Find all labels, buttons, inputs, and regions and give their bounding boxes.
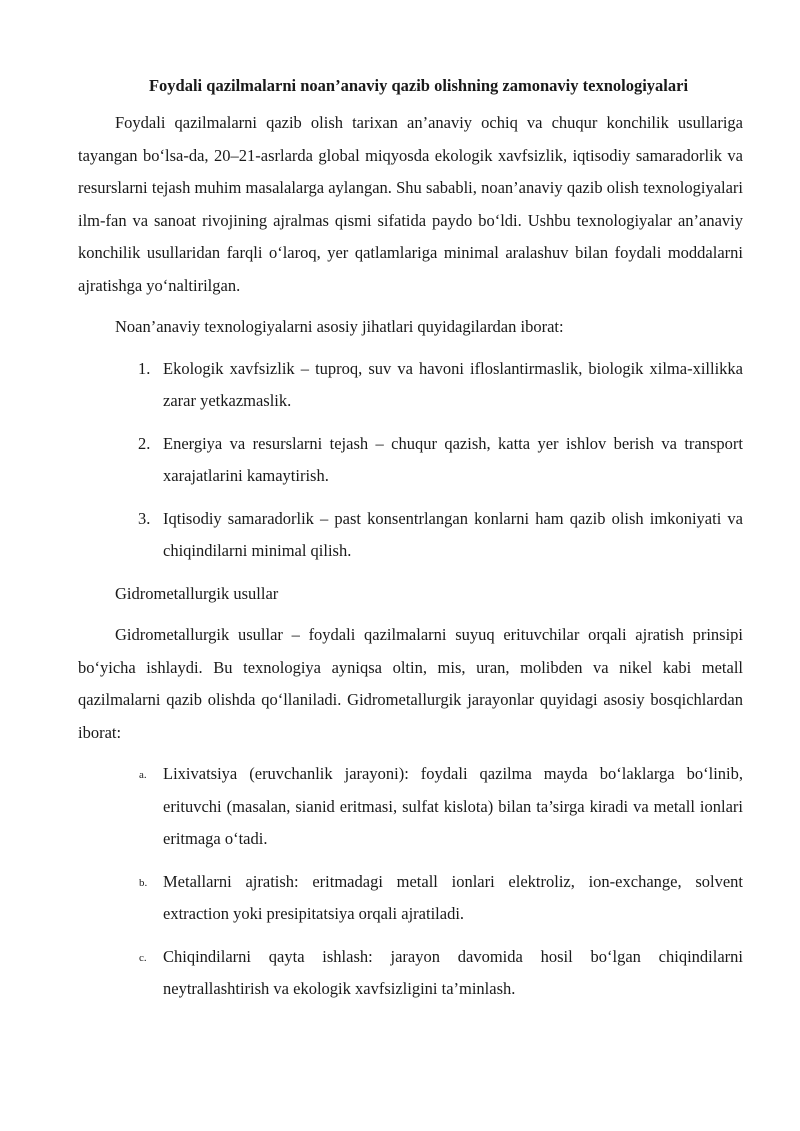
list-item-text: Ekologik xavfsizlik – tuproq, suv va havoni ifloslantirmaslik, biologik xilma-xillikka zarar yetkazmaslik. xyxy=(163,358,743,410)
document-page xyxy=(78,73,743,1016)
list-item xyxy=(78,503,743,568)
list-item xyxy=(78,866,743,931)
list-marker: 2. xyxy=(138,433,151,453)
list-item xyxy=(78,758,743,856)
list-marker: b. xyxy=(139,876,148,889)
list-item-text: Energiya va resurslarni tejash – chuqur qazish, katta yer ishlov berish va transport xarajatlarini kamaytirish. xyxy=(163,433,743,485)
list-item-text: Chiqindilarni qayta ishlash: jarayon davomida hosil bo‘lgan chiqindilarni neytrallashtirish va ekologik xavfsizligini ta’minlash. xyxy=(163,946,743,998)
list-item xyxy=(78,428,743,493)
list-item xyxy=(78,353,743,418)
list-marker: 1. xyxy=(138,358,151,378)
list-item-text: Metallarni ajratish: eritmadagi metall ionlari elektroliz, ion-exchange, solvent extraction yoki presipitatsiya orqali ajratiladi. xyxy=(163,871,743,923)
list-marker: 3. xyxy=(138,508,151,528)
section-paragraph: Gidrometallurgik usullar – foydali qazilmalarni suyuq erituvchilar orqali ajratish prinsipi bo‘yicha ishlaydi. Bu texnologiya ayniqsa oltin, mis, uran, molibden va nikel kabi metall qazilmalarni qazib olishda qo‘llaniladi. Gidrometallurgik jarayonlar quyidagi asosiy bosqichlardan iborat: xyxy=(78,625,743,742)
list-marker: a. xyxy=(139,769,147,781)
list-marker: c. xyxy=(139,951,147,964)
list-item-text: Lixivatsiya (eruvchanlik jarayoni): foydali qazilma mayda bo‘laklarga bo‘linib, erituvchi (masalan, sianid eritmasi, sulfat kislota) bilan ta’sirga kiradi va metall ionlari eritmaga o‘tadi. xyxy=(163,764,743,848)
list-item-text: Iqtisodiy samaradorlik – past konsentrlangan konlarni ham qazib olish imkoniyati va chiqindilarni minimal qilish. xyxy=(163,508,743,560)
list-item xyxy=(78,941,743,1006)
section-heading: Gidrometallurgik usullar xyxy=(115,583,279,603)
document-title: Foydali qazilmalarni noan’anaviy qazib olishning zamonaviy texnologiyalari xyxy=(148,76,689,95)
steps-list xyxy=(78,758,743,1006)
aspects-list xyxy=(78,353,743,568)
intro-paragraph: Foydali qazilmalarni qazib olish tarixan an’anaviy ochiq va chuqur konchilik usullariga tayangan bo‘lsa-da, 20–21-asrlarda global miqyosda ekologik xavfsizlik, iqtisodiy samaradorlik va resurslarni tejash muhim masalalarga aylangan. Shu sababli, noan’anaviy qazib olish texnologiyalari ilm-fan va sanoat rivojining ajralmas qismi sifatida paydo bo‘ldi. Ushbu texnologiyalar an’anaviy konchilik usullaridan farqli o‘laroq, yer qatlamlariga minimal aralashuv bilan foydali moddalarni ajratishga yo‘naltirilgan. xyxy=(78,113,743,295)
aspects-intro: Noan’anaviy texnologiyalarni asosiy jihatlari quyidagilardan iborat: xyxy=(115,317,564,336)
